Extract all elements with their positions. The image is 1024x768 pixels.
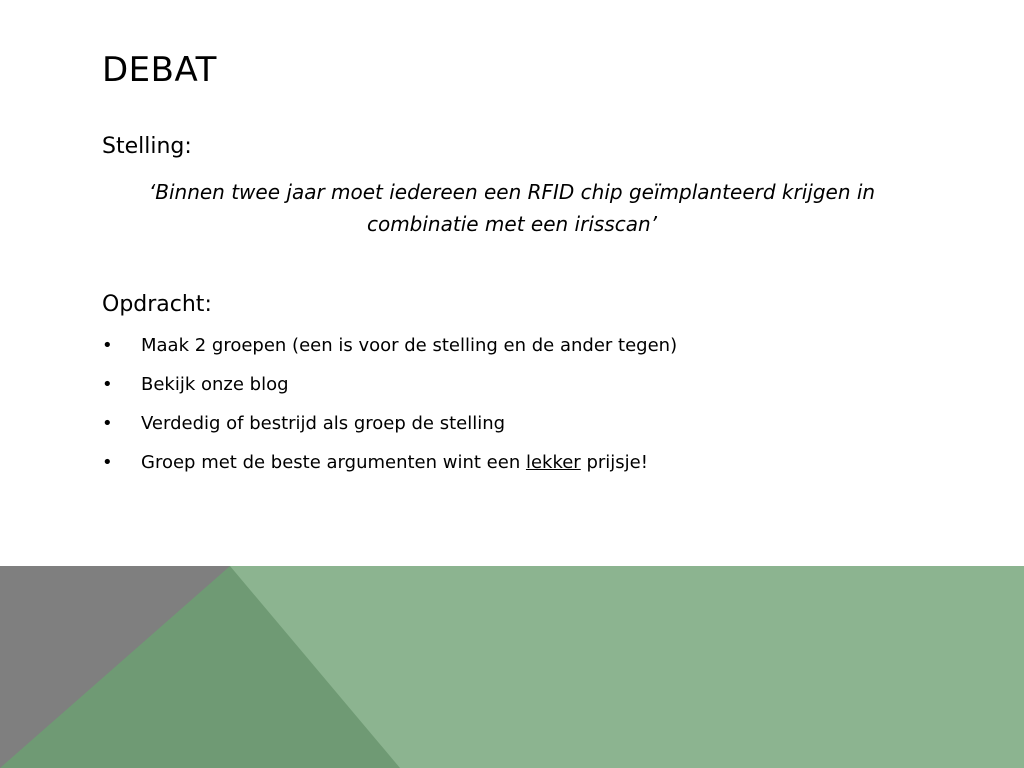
opdracht-heading: Opdracht: — [102, 292, 212, 317]
list-item — [102, 449, 677, 488]
stelling-heading: Stelling: — [102, 134, 192, 159]
list-item — [102, 410, 677, 449]
slide-title: DEBAT — [102, 50, 217, 90]
bullet-marker: • — [102, 335, 113, 356]
stelling-quote: ‘Binnen twee jaar moet iedereen een RFID chip geïmplanteerd krijgen in combinatie met een irisscan’ — [148, 180, 876, 236]
bullet-marker: • — [102, 413, 113, 434]
bullet-text: Bekijk onze blog — [141, 374, 289, 395]
bullet-marker: • — [102, 374, 113, 395]
bullet-marker: • — [102, 452, 113, 473]
list-item — [102, 371, 677, 410]
bullet-text-suffix: prijsje! — [580, 452, 648, 473]
opdracht-bullet-list — [102, 332, 677, 488]
lekker-link[interactable]: lekker — [525, 452, 581, 473]
bullet-text-prefix: Groep met de beste argumenten wint een — [141, 452, 526, 473]
decorative-color-band — [0, 566, 1024, 768]
bullet-text: Maak 2 groepen (een is voor de stelling en de ander tegen) — [141, 335, 678, 356]
bullet-text: Verdedig of bestrijd als groep de stelling — [141, 413, 506, 434]
list-item — [102, 332, 677, 371]
